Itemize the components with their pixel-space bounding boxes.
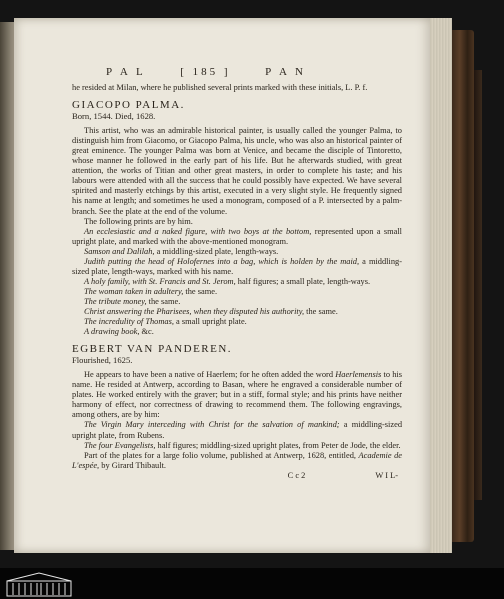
print-title: The incredulity of Thomas,	[84, 317, 174, 327]
print-description: the same.	[146, 296, 181, 306]
section-dates: Born, 1544. Died, 1628.	[72, 111, 156, 122]
viewer-footer	[0, 568, 504, 599]
print-title: An ecclesiastic and a naked figure, with two boys at the bottom,	[84, 226, 312, 236]
paragraph-text: to his name. He resided at Antwerp, according to Basan, where he engraved a considerable number of plates. He worked entirely with the graver; but in a stiff, formal style; and his prints have neither harmony of effect, nor correctness of drawing to recommend them. The following engravings, among others, are by him:	[72, 370, 403, 420]
print-description: a small upright plate.	[173, 317, 247, 327]
page-body-text	[72, 83, 402, 481]
print-title: The Virgin Mary interceding with Christ for the salvation of mankind;	[84, 420, 340, 430]
paragraph	[72, 451, 402, 471]
print-title: The tribute money,	[84, 296, 147, 306]
print-description: a middling-sized plate, length-ways, marked with his name.	[72, 256, 402, 276]
page-number: [ 185 ]	[180, 66, 231, 78]
print-entry	[72, 247, 402, 257]
book-cover-edge	[452, 30, 474, 542]
print-title: A holy family, with St. Francis and St. Jerom,	[84, 276, 236, 286]
running-head-left: P A L	[106, 66, 146, 78]
paragraph-text: Part of the plates for a large folio volume, published at Antwerp, 1628, entitled,	[84, 450, 359, 460]
print-entry	[72, 287, 402, 297]
running-head-right: P A N	[265, 66, 306, 78]
print-title: The woman taken in adultery,	[84, 286, 184, 296]
running-head	[106, 66, 306, 78]
print-entry	[72, 227, 402, 247]
paragraph	[72, 370, 402, 420]
print-entry	[72, 327, 402, 337]
page-fore-edge	[430, 18, 452, 553]
print-description: represented upon a small upright plate, and marked with the above-mentioned monogram.	[72, 226, 402, 246]
print-description: a middling-sized upright plate, from Rubens.	[72, 420, 403, 440]
section-dates: Flourished, 1625.	[72, 355, 133, 366]
print-entry	[72, 257, 402, 277]
paragraph-text: He appears to have been a native of Haerlem; for he often added the word	[84, 370, 336, 380]
print-description: half figures; a small plate, length-ways.	[235, 276, 371, 286]
print-description: a middling-sized plate, length-ways.	[154, 246, 279, 256]
print-description: the same.	[183, 286, 218, 296]
print-entry	[72, 317, 402, 327]
print-entry	[72, 297, 402, 307]
print-title: The four Evangelists,	[84, 440, 156, 450]
print-description: the same.	[304, 306, 338, 316]
paragraph: The following prints are by him.	[84, 216, 193, 226]
print-description: &c.	[139, 327, 154, 337]
catchword: W I L-	[375, 470, 398, 480]
italic-term: Academie de L'espée,	[72, 450, 402, 470]
book-cover-shadow	[474, 70, 482, 500]
print-title: Samson and Dalilah,	[84, 246, 155, 256]
print-entry	[72, 420, 402, 440]
print-title: Christ answering the Pharisees, when they disputed his authority,	[84, 306, 305, 316]
print-title: Judith putting the head of Holofernes into a bag, which is holden by the maid,	[84, 256, 360, 266]
print-entry	[72, 441, 402, 451]
paragraph: This artist, who was an admirable historical painter, is usually called the younger Palma, to distinguish him from Giacomo, or Giacopo Palma, his uncle, who was also an historical painter of great eminence. The younger Palma was born at Venice, and became the disciple of Tintoretto, whose manner he followed in the early part of his life. But he afterwards studied, with great attention, the works of Titian and other great masters, in order to complete his taste; and his labours were attended with all the success that he could possibly have expected. We have several spirited and masterly etchings by this artist, executed in a very slight style. He frequently signed his name at length; and sometimes he used a monogram, composed of a P. intersected by a palm-branch. See the plate at the end of the volume.	[72, 126, 402, 216]
paragraph-text: by Girard Thibault.	[99, 460, 166, 470]
section-heading: GIACOPO PALMA.	[72, 99, 185, 112]
paragraph: he resided at Milan, where he published several prints marked with these initials, L. P. f.	[72, 83, 368, 92]
page-footer-line	[72, 471, 402, 481]
italic-term: Haerlemensis	[335, 370, 382, 380]
print-description: half figures; middling-sized upright plates, from Peter de Jode, the elder.	[155, 440, 401, 450]
signature-mark: C c 2	[287, 470, 306, 480]
print-title: A drawing book,	[84, 327, 140, 337]
library-logo-icon	[6, 571, 72, 597]
print-entry	[72, 277, 402, 287]
print-entry	[72, 307, 402, 317]
section-heading: EGBERT VAN PANDEREN.	[72, 343, 233, 356]
